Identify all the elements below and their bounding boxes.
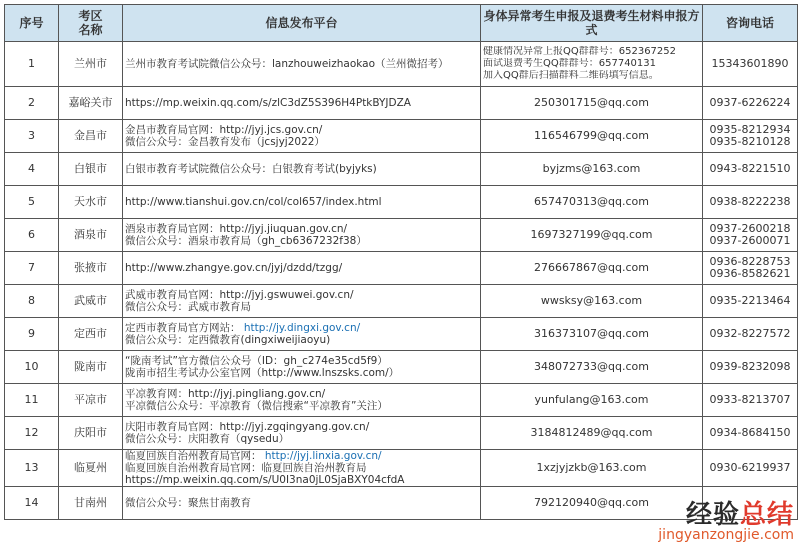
cell-method-line: 1xzjyjzkb@163.com (536, 462, 647, 474)
cell-platform (123, 252, 481, 285)
cell-platform (123, 219, 481, 252)
cell-platform-line: https://mp.weixin.qq.com/s/U0I3na0jL0SjaBXY04cfdA (125, 474, 405, 486)
cell-phone (703, 42, 798, 87)
table-row (5, 219, 798, 252)
cell-platform-line: 金昌市教育局官网：http://jyj.jcs.gov.cn/ (125, 124, 323, 136)
cell-platform-line: 微信公众号：酒泉市教育局（gh_cb6367232f38） (125, 235, 367, 247)
cell-region: 平凉市 (59, 384, 123, 417)
site-watermark (658, 502, 794, 542)
cell-platform-line: 武威市教育局官网：http://jyj.gswuwei.gov.cn/ (125, 289, 354, 301)
cell-platform-line: 微信公众号：定西微教育(dingxiweijiaoyu) (125, 334, 331, 346)
cell-phone-line: 15343601890 (711, 58, 789, 70)
cell-method (481, 153, 703, 186)
cell-region: 兰州市 (59, 42, 123, 87)
cell-method-line: byjzms@163.com (542, 163, 641, 175)
cell-phone-line: 0935-8212934 (709, 124, 791, 136)
cell-method-line: wwsksy@163.com (540, 295, 643, 307)
cell-platform-line: “陇南考试”官方微信公众号（ID：gh_c274e35cd5f9） (125, 355, 388, 367)
cell-method-line: 657470313@qq.com (534, 196, 649, 208)
cell-seq: 12 (5, 417, 59, 450)
cell-phone (703, 450, 798, 487)
cell-phone (703, 120, 798, 153)
cell-method-line: 116546799@qq.com (534, 130, 649, 142)
table-row (5, 120, 798, 153)
table-row (5, 318, 798, 351)
cell-platform-line: 平凉微信公众号：平凉教育（微信搜索“平凉教育”关注） (125, 400, 388, 412)
table-row (5, 42, 798, 87)
cell-region: 天水市 (59, 186, 123, 219)
cell-platform-line: http://www.tianshui.gov.cn/col/col657/index.html (125, 196, 382, 208)
table-row (5, 450, 798, 487)
cell-method-line: yunfulang@163.com (534, 394, 649, 406)
cell-method-line: 276667867@qq.com (534, 262, 649, 274)
cell-platform-line: 酒泉市教育局官网：http://jyj.jiuquan.gov.cn/ (125, 223, 348, 235)
cell-region: 甘南州 (59, 487, 123, 520)
cell-method (481, 318, 703, 351)
cell-seq: 7 (5, 252, 59, 285)
cell-seq: 9 (5, 318, 59, 351)
cell-platform-line: 临夏回族自治州教育局官网：临夏回族自治州教育局 (125, 462, 367, 474)
cell-phone-line: 0936-8228753 (709, 256, 791, 268)
cell-phone (703, 384, 798, 417)
cell-method (481, 285, 703, 318)
cell-phone-line: 0937-6226224 (709, 97, 791, 109)
cell-platform-line: 微信公众号：金昌教育发布（jcsjyj2022） (125, 136, 325, 148)
cell-method (481, 252, 703, 285)
cell-platform (123, 186, 481, 219)
cell-phone (703, 219, 798, 252)
cell-region: 嘉峪关市 (59, 87, 123, 120)
cell-seq: 14 (5, 487, 59, 520)
cell-phone (703, 351, 798, 384)
cell-region: 张掖市 (59, 252, 123, 285)
cell-method-line: 316373107@qq.com (534, 328, 649, 340)
cell-seq: 10 (5, 351, 59, 384)
cell-phone-line: 0930-6219937 (709, 462, 791, 474)
table-row (5, 87, 798, 120)
cell-phone-line: 0939-8232098 (709, 361, 791, 373)
cell-seq: 13 (5, 450, 59, 487)
cell-platform-line: 陇南市招生考试办公室官网（http://www.lnszsks.com/） (125, 367, 400, 379)
cell-region: 武威市 (59, 285, 123, 318)
cell-phone-line: 0938-8222238 (709, 196, 791, 208)
cell-seq: 6 (5, 219, 59, 252)
platform-link[interactable]: http://jyj.linxia.gov.cn/ (261, 450, 382, 462)
cell-platform-line: https://mp.weixin.qq.com/s/zlC3dZ5S396H4PtkBYJDZA (125, 97, 411, 109)
cell-region: 陇南市 (59, 351, 123, 384)
cell-platform (123, 285, 481, 318)
cell-phone (703, 285, 798, 318)
table-row (5, 153, 798, 186)
cell-phone-line: 0937-2600218 (709, 223, 791, 235)
cell-region: 酒泉市 (59, 219, 123, 252)
cell-platform (123, 42, 481, 87)
cell-region: 金昌市 (59, 120, 123, 153)
cell-phone-line: 0933-8213707 (709, 394, 791, 406)
cell-platform-line: 微信公众号：武威市教育局 (125, 301, 251, 313)
cell-region: 临夏州 (59, 450, 123, 487)
header-region (59, 5, 123, 42)
cell-platform (123, 120, 481, 153)
cell-phone-line: 0943-8221510 (709, 163, 791, 175)
cell-platform-line: 庆阳市教育局官网：http://jyj.zgqingyang.gov.cn/ (125, 421, 370, 433)
cell-method-line: 3184812489@qq.com (530, 427, 653, 439)
header-platform: 信息发布平台 (123, 5, 481, 42)
cell-method-line: 健康情况异常上报QQ群群号：652367252 (483, 46, 677, 57)
cell-method (481, 87, 703, 120)
cell-phone (703, 417, 798, 450)
cell-seq: 1 (5, 42, 59, 87)
cell-method-line: 加入QQ群后扫描群料二维码填写信息。 (483, 70, 659, 81)
cell-method-line: 348072733@qq.com (534, 361, 649, 373)
cell-platform (123, 153, 481, 186)
cell-platform-line: 微信公众号：聚焦甘南教育 (125, 497, 251, 509)
cell-phone-line: 0936-8582621 (709, 268, 791, 280)
header-method: 身体异常考生申报及退费考生材料申报方式 (481, 5, 703, 42)
cell-seq: 5 (5, 186, 59, 219)
cell-seq: 3 (5, 120, 59, 153)
cell-phone (703, 87, 798, 120)
cell-phone-line: 0937-2600071 (709, 235, 791, 247)
header-region-label: 考区名称 (78, 9, 103, 37)
cell-method (481, 120, 703, 153)
cell-method-line: 面试退费考生QQ群群号：657740131 (483, 58, 657, 69)
table-row (5, 186, 798, 219)
cell-platform-line: 平凉教育网：http://jyj.pingliang.gov.cn/ (125, 388, 326, 400)
platform-link[interactable]: http://jy.dingxi.gov.cn/ (240, 322, 361, 334)
cell-phone (703, 153, 798, 186)
cell-platform (123, 450, 481, 487)
cell-region: 定西市 (59, 318, 123, 351)
cell-platform-line: 兰州市教育考试院微信公众号：lanzhouweizhaokao（兰州微招考） (125, 58, 449, 70)
header-phone: 咨询电话 (703, 5, 798, 42)
cell-phone (703, 186, 798, 219)
cell-method (481, 42, 703, 87)
cell-method (481, 186, 703, 219)
exam-contact-table (4, 4, 798, 520)
table-row (5, 252, 798, 285)
cell-phone-line: 0934-8684150 (709, 427, 791, 439)
cell-platform-line: 微信公众号：庆阳教育（qysedu） (125, 433, 290, 445)
table-row (5, 285, 798, 318)
cell-platform-line: 临夏回族自治州教育局官网： http://jyj.linxia.gov.cn/ (125, 450, 382, 462)
table-header-row (5, 5, 798, 42)
cell-method (481, 450, 703, 487)
table-row (5, 417, 798, 450)
cell-phone-line: 0935-2213464 (709, 295, 791, 307)
cell-method-line: 250301715@qq.com (534, 97, 649, 109)
cell-platform (123, 384, 481, 417)
cell-seq: 4 (5, 153, 59, 186)
cell-seq: 11 (5, 384, 59, 417)
cell-method (481, 351, 703, 384)
cell-platform (123, 487, 481, 520)
watermark-url: jingyanzongjie.com (658, 527, 794, 543)
cell-method-line: 792120940@qq.com (534, 497, 649, 509)
cell-phone-line: 0935-8210128 (709, 136, 791, 148)
cell-platform (123, 351, 481, 384)
cell-method-line: 1697327199@qq.com (530, 229, 653, 241)
cell-platform (123, 417, 481, 450)
cell-platform (123, 87, 481, 120)
cell-method (481, 219, 703, 252)
cell-platform-line: 白银市教育考试院微信公众号：白银教育考试(byjyks) (125, 163, 377, 175)
watermark-title: 经验总结 (685, 500, 794, 530)
cell-seq: 2 (5, 87, 59, 120)
cell-phone-line: 0932-8227572 (709, 328, 791, 340)
cell-region: 庆阳市 (59, 417, 123, 450)
header-seq: 序号 (5, 5, 59, 42)
cell-platform-line: 定西市教育局官方网站： http://jy.dingxi.gov.cn/ (125, 322, 361, 334)
cell-seq: 8 (5, 285, 59, 318)
cell-phone (703, 252, 798, 285)
cell-method (481, 417, 703, 450)
cell-region: 白银市 (59, 153, 123, 186)
table-row (5, 351, 798, 384)
table-row (5, 384, 798, 417)
cell-phone (703, 318, 798, 351)
cell-method (481, 384, 703, 417)
cell-platform (123, 318, 481, 351)
cell-platform-line: http://www.zhangye.gov.cn/jyj/dzdd/tzgg/ (125, 262, 343, 274)
